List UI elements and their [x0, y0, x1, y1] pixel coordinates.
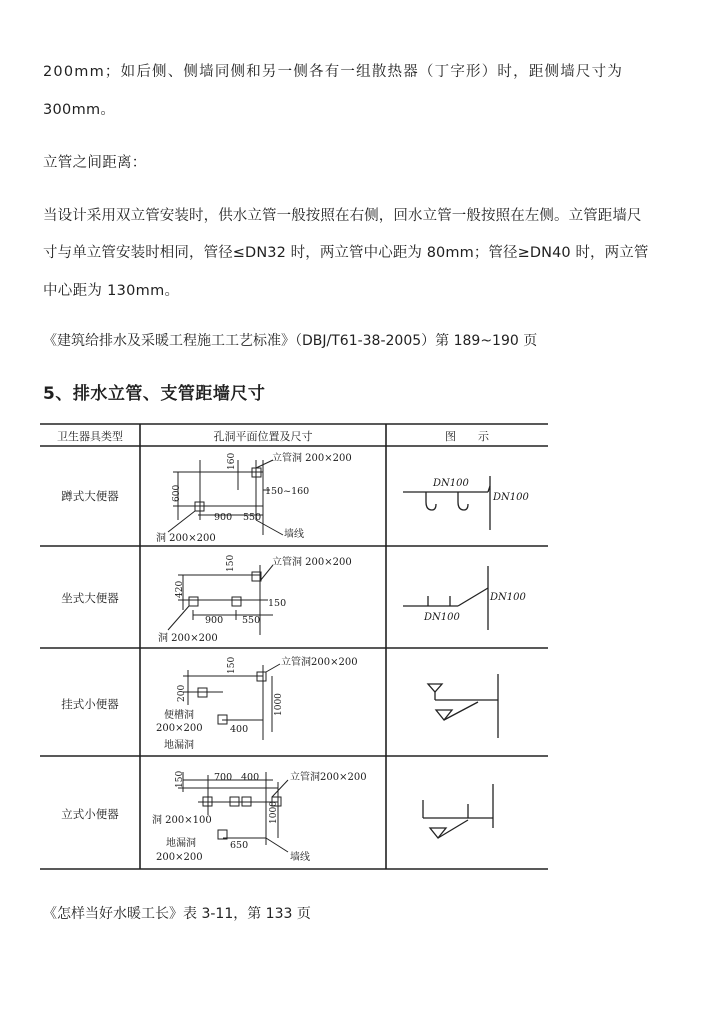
plan-label: 立管洞 200×200 [272, 453, 352, 464]
plan-label: 洞 200×100 [152, 815, 212, 826]
reference-citation: 《建筑给排水及采暖工程施工工艺标准》（DBJ/T61-38-2005）第 189~190 页 [43, 333, 538, 349]
plan-label: 600 [172, 484, 182, 502]
plan-label: 200×200 [156, 723, 203, 734]
section-heading: 5、排水立管、支管距墙尺寸 [43, 384, 266, 404]
plan-label: 160 [227, 452, 237, 470]
plan-label: 150 [175, 770, 185, 788]
header-diagram: 图 示 [445, 430, 489, 443]
plan-label: 洞 200×200 [158, 633, 218, 644]
plan-label: 150 [226, 554, 236, 572]
plan-label: 1000 [269, 801, 279, 824]
paragraph-line: 200mm；如后侧、侧墙同侧和另一侧各有一组散热器（丁字形）时，距侧墙尺寸为 [43, 64, 624, 80]
row-type-floor-urinal: 立式小便器 [61, 807, 119, 821]
header-plan: 孔洞平面位置及尺寸 [213, 430, 313, 443]
plan-squat [168, 460, 283, 535]
diagram-floor-urinal [423, 784, 493, 838]
header-type: 卫生器具类型 [57, 430, 123, 443]
plan-label: 150 [268, 598, 287, 609]
paragraph-line: 300mm。 [43, 102, 116, 118]
paragraph-line: 寸与单立管安装时相同，管径≤DN32 时，两立管中心距为 80mm；管径≥DN40 时，两立管 [43, 245, 649, 261]
plan-label: 400 [230, 724, 249, 735]
plan-label: 900 [205, 615, 224, 626]
plan-label: 150~160 [265, 486, 310, 497]
plan-label: 550 [243, 512, 262, 523]
diagram-wall-urinal [428, 674, 498, 738]
plan-label: 650 [230, 840, 249, 851]
plan-label: 200 [177, 684, 187, 702]
diagram-label: DN100 [424, 612, 460, 623]
paragraph: 立管之间距离： [43, 155, 147, 171]
reference-citation: 《怎样当好水暖工长》表 3-11，第 133 页 [43, 906, 311, 922]
plan-label: 900 [214, 512, 233, 523]
diagram-label: DN100 [493, 492, 529, 503]
diagram-label: DN100 [490, 592, 526, 603]
plan-label: 550 [242, 615, 261, 626]
plan-label: 地漏洞 [166, 838, 196, 849]
plan-label: 150 [227, 656, 237, 674]
plan-label: 墙线 [290, 852, 310, 863]
plan-label: 立管洞 200×200 [272, 557, 352, 568]
plan-label: 200×200 [156, 852, 203, 863]
row-type-wall-urinal: 挂式小便器 [61, 697, 119, 711]
plan-label: 400 [241, 772, 260, 783]
drain-pipe-distance-table [38, 420, 550, 872]
paragraph-line: 当设计采用双立管安装时，供水立管一般按照在右侧，回水立管一般按照在左侧。立管距墙尺 [43, 208, 642, 224]
paragraph-line: 中心距为 130mm。 [43, 283, 180, 299]
row-type-seated: 坐式大便器 [61, 591, 119, 605]
plan-label: 立管洞200×200 [281, 657, 358, 668]
row-type-squat: 蹲式大便器 [61, 489, 119, 503]
plan-label: 地漏洞 [164, 740, 194, 751]
plan-label: 1000 [274, 693, 284, 716]
plan-label: 洞 200×200 [156, 533, 216, 544]
plan-label: 便槽洞 [164, 710, 194, 721]
plan-label: 700 [214, 772, 233, 783]
diagram-label: DN100 [433, 478, 469, 489]
plan-label: 420 [175, 580, 185, 598]
plan-label: 墙线 [284, 529, 304, 540]
plan-label: 立管洞200×200 [290, 772, 367, 783]
